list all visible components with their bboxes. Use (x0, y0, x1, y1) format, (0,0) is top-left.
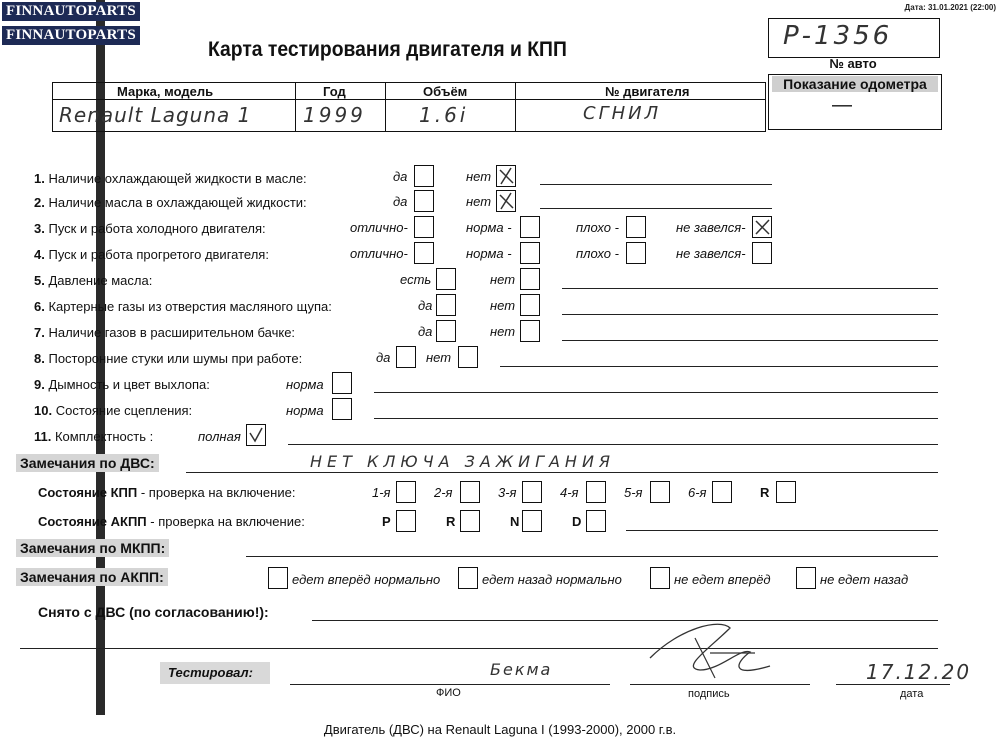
checkbox[interactable] (522, 510, 542, 532)
check-mark-icon (497, 166, 515, 186)
option-label: нет (490, 272, 516, 287)
checkbox-checked[interactable] (752, 216, 772, 238)
option-label: не завелся- (676, 220, 746, 235)
remarks-akpp-label: Замечания по АКПП: (16, 568, 168, 586)
gear-label: 4-я (560, 485, 579, 500)
option-label: да (418, 324, 433, 339)
check-mark-icon (497, 191, 515, 211)
item-row: 9. Дымность и цвет выхлопа: (34, 377, 210, 392)
header-value-year: 1999 (303, 103, 366, 127)
option-label: отлично- (350, 220, 408, 235)
checkbox[interactable] (458, 346, 478, 368)
checkbox[interactable] (268, 567, 288, 589)
item-row: 10. Состояние сцепления: (34, 403, 193, 418)
gear-label: 5-я (624, 485, 643, 500)
watermark-logo: FINNAUTOPARTS (2, 26, 140, 45)
option-label: да (393, 169, 408, 184)
checkbox[interactable] (520, 268, 540, 290)
checkbox[interactable] (586, 481, 606, 503)
checkbox[interactable] (626, 242, 646, 264)
option-label: едет назад нормально (482, 572, 622, 587)
car-number-box (768, 18, 940, 58)
header-value-engine: СГНИЛ (583, 103, 662, 124)
checkbox[interactable] (776, 481, 796, 503)
option-label: не завелся- (676, 246, 746, 261)
option-label: нет (490, 324, 516, 339)
option-label: норма - (466, 220, 512, 235)
option-label: нет (466, 194, 492, 209)
image-caption: Двигатель (ДВС) на Renault Laguna I (1993-2000), 2000 г.в. (323, 722, 677, 737)
akpp-row: Состояние АКПП - проверка на включение: (38, 514, 305, 529)
page-title: Карта тестирования двигателя и КПП (208, 38, 567, 61)
option-label: нет (466, 169, 492, 184)
remarks-dvs-label: Замечания по ДВС: (16, 454, 159, 472)
checkbox[interactable] (626, 216, 646, 238)
option-label: да (376, 350, 391, 365)
signature-icon (640, 608, 780, 688)
odometer-label: Показание одометра (772, 76, 938, 92)
checkbox[interactable] (650, 481, 670, 503)
check-mark-icon (247, 425, 265, 445)
checkbox[interactable] (650, 567, 670, 589)
check-mark-icon (753, 217, 771, 237)
header-col-volume: Объём (423, 84, 468, 99)
option-label: плохо - (576, 246, 619, 261)
item-row: 2. Наличие масла в охлаждающей жидкости: (34, 195, 307, 210)
option-label: полная (198, 429, 241, 444)
gear-label: 1-я (372, 485, 391, 500)
option-label: норма - (466, 246, 512, 261)
option-label: нет (490, 298, 516, 313)
car-number-label: № авто (829, 56, 877, 71)
checkbox[interactable] (332, 398, 352, 420)
item-row: 11. Комплектность : (34, 429, 154, 444)
header-col-year: Год (323, 84, 346, 99)
header-value-volume: 1.6i (419, 103, 469, 127)
option-label: не едет вперёд (674, 572, 771, 587)
odometer-value: — (832, 94, 852, 116)
item-row: 6. Картерные газы из отверстия масляного щупа: (34, 299, 332, 314)
header-value-model: Renault Laguna 1 (59, 103, 252, 127)
date-caption: дата (900, 688, 924, 700)
option-label: норма (286, 377, 324, 392)
checkbox[interactable] (332, 372, 352, 394)
checkbox-checked[interactable] (496, 190, 516, 212)
checkbox[interactable] (520, 216, 540, 238)
gear-label: 2-я (434, 485, 453, 500)
checkbox[interactable] (520, 320, 540, 342)
checkbox[interactable] (414, 242, 434, 264)
option-label: да (418, 298, 433, 313)
checkbox[interactable] (436, 320, 456, 342)
item-row: 3. Пуск и работа холодного двигателя: (34, 221, 266, 236)
item-row: 5. Давление масла: (34, 273, 153, 288)
tested-label: Тестировал: (168, 665, 253, 680)
option-label: есть (400, 272, 432, 287)
option-label: нет (426, 350, 452, 365)
scan-date: Дата: 31.01.2021 (22:00) (904, 3, 996, 12)
checkbox[interactable] (522, 481, 542, 503)
checkbox[interactable] (586, 510, 606, 532)
header-col-model: Марка, модель (117, 84, 214, 99)
checkbox[interactable] (436, 268, 456, 290)
test-date: 17.12.20 (866, 660, 972, 684)
gear-label: P (382, 514, 391, 529)
car-number-value: Р-1356 (783, 21, 893, 51)
checkbox[interactable] (458, 567, 478, 589)
kpp-row: Состояние КПП - проверка на включение: (38, 485, 296, 500)
option-label: отлично- (350, 246, 408, 261)
gear-label: N (510, 514, 520, 529)
checkbox[interactable] (396, 346, 416, 368)
checkbox[interactable] (460, 481, 480, 503)
gear-label: R (760, 485, 770, 500)
option-label: плохо - (576, 220, 619, 235)
checkbox[interactable] (414, 190, 434, 212)
sign-caption: подпись (688, 688, 730, 700)
checkbox[interactable] (396, 510, 416, 532)
checkbox[interactable] (414, 165, 434, 187)
checkbox[interactable] (520, 242, 540, 264)
checkbox[interactable] (712, 481, 732, 503)
checkbox[interactable] (396, 481, 416, 503)
checkbox-checked[interactable] (246, 424, 266, 446)
tester-name: Бекма (490, 660, 553, 679)
header-table (52, 82, 766, 132)
checkbox[interactable] (796, 567, 816, 589)
option-label: едет вперёд нормально (292, 572, 441, 587)
checkbox[interactable] (436, 294, 456, 316)
item-row: 7. Наличие газов в расширительном бачке: (34, 325, 296, 340)
checkbox[interactable] (414, 216, 434, 238)
checkbox[interactable] (460, 510, 480, 532)
item-row: 1. Наличие охлаждающей жидкости в масле: (34, 171, 307, 186)
item-row: 8. Посторонние стуки или шумы при работе: (34, 351, 303, 366)
gear-label: R (446, 514, 456, 529)
checkbox-checked[interactable] (496, 165, 516, 187)
header-col-engine: № двигателя (605, 84, 690, 99)
odometer-box (768, 74, 942, 130)
option-label: да (393, 194, 408, 209)
removed-label: Снято с ДВС (по согласованию!): (38, 604, 269, 620)
remarks-dvs-value: НЕТ КЛЮЧА ЗАЖИГАНИЯ (310, 452, 616, 471)
checkbox[interactable] (520, 294, 540, 316)
fio-caption: ФИО (436, 687, 461, 699)
checkbox[interactable] (752, 242, 772, 264)
gear-label: 6-я (688, 485, 707, 500)
watermark-logo: FINNAUTOPARTS (2, 2, 140, 21)
remarks-mkpp-label: Замечания по МКПП: (16, 539, 169, 557)
item-row: 4. Пуск и работа прогретого двигателя: (34, 247, 269, 262)
option-label: не едет назад (820, 572, 909, 587)
gear-label: 3-я (498, 485, 517, 500)
option-label: норма (286, 403, 324, 418)
gear-label: D (572, 514, 582, 529)
